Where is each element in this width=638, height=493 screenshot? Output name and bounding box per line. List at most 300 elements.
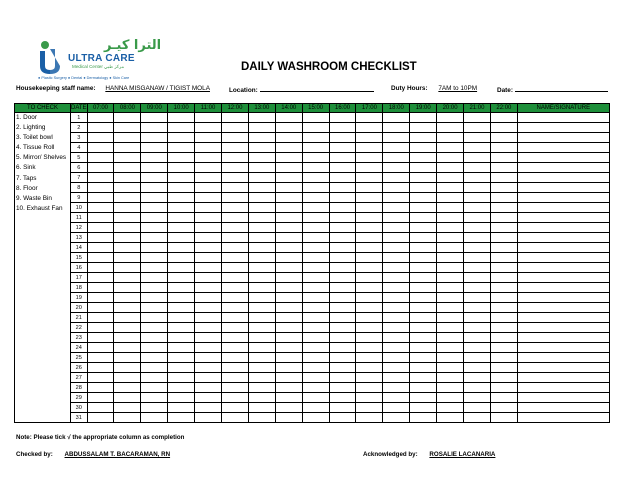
check-cell[interactable] [437, 143, 464, 153]
check-cell[interactable] [464, 363, 491, 373]
check-cell[interactable] [87, 333, 114, 343]
check-cell[interactable] [464, 153, 491, 163]
check-cell[interactable] [248, 413, 275, 423]
check-cell[interactable] [490, 173, 517, 183]
check-cell[interactable] [141, 243, 168, 253]
check-cell[interactable] [383, 193, 410, 203]
check-cell[interactable] [464, 133, 491, 143]
check-cell[interactable] [114, 273, 141, 283]
check-cell[interactable] [195, 283, 222, 293]
check-cell[interactable] [464, 143, 491, 153]
check-cell[interactable] [248, 143, 275, 153]
check-cell[interactable] [195, 123, 222, 133]
check-cell[interactable] [490, 213, 517, 223]
check-cell[interactable] [356, 223, 383, 233]
check-cell[interactable] [410, 183, 437, 193]
check-cell[interactable] [168, 133, 195, 143]
check-cell[interactable] [490, 233, 517, 243]
check-cell[interactable] [114, 163, 141, 173]
check-cell[interactable] [410, 373, 437, 383]
check-cell[interactable] [383, 393, 410, 403]
signature-cell[interactable] [517, 193, 609, 203]
signature-cell[interactable] [517, 223, 609, 233]
check-cell[interactable] [410, 263, 437, 273]
check-cell[interactable] [437, 123, 464, 133]
acknowledged-by-value[interactable]: ROSALIE LACANARIA [429, 451, 496, 458]
check-cell[interactable] [410, 163, 437, 173]
check-cell[interactable] [168, 193, 195, 203]
check-cell[interactable] [437, 253, 464, 263]
check-cell[interactable] [195, 343, 222, 353]
check-cell[interactable] [114, 213, 141, 223]
check-cell[interactable] [356, 233, 383, 243]
check-cell[interactable] [114, 413, 141, 423]
check-cell[interactable] [302, 313, 329, 323]
check-cell[interactable] [490, 393, 517, 403]
check-cell[interactable] [168, 223, 195, 233]
check-cell[interactable] [437, 373, 464, 383]
check-cell[interactable] [222, 173, 249, 183]
check-cell[interactable] [195, 303, 222, 313]
check-cell[interactable] [410, 243, 437, 253]
check-cell[interactable] [275, 333, 302, 343]
check-cell[interactable] [383, 153, 410, 163]
check-cell[interactable] [356, 353, 383, 363]
check-cell[interactable] [195, 193, 222, 203]
check-cell[interactable] [114, 173, 141, 183]
check-cell[interactable] [329, 123, 356, 133]
check-cell[interactable] [490, 183, 517, 193]
check-cell[interactable] [222, 143, 249, 153]
check-cell[interactable] [248, 113, 275, 123]
check-cell[interactable] [329, 113, 356, 123]
check-cell[interactable] [222, 253, 249, 263]
check-cell[interactable] [383, 253, 410, 263]
check-cell[interactable] [114, 293, 141, 303]
check-cell[interactable] [168, 253, 195, 263]
check-cell[interactable] [87, 123, 114, 133]
check-cell[interactable] [383, 273, 410, 283]
check-cell[interactable] [302, 283, 329, 293]
check-cell[interactable] [329, 303, 356, 313]
check-cell[interactable] [490, 373, 517, 383]
check-cell[interactable] [383, 243, 410, 253]
check-cell[interactable] [195, 413, 222, 423]
check-cell[interactable] [168, 243, 195, 253]
check-cell[interactable] [464, 403, 491, 413]
check-cell[interactable] [114, 233, 141, 243]
check-cell[interactable] [248, 283, 275, 293]
check-cell[interactable] [356, 313, 383, 323]
check-cell[interactable] [222, 133, 249, 143]
check-cell[interactable] [168, 353, 195, 363]
check-cell[interactable] [195, 313, 222, 323]
check-cell[interactable] [410, 213, 437, 223]
check-cell[interactable] [383, 363, 410, 373]
signature-cell[interactable] [517, 203, 609, 213]
check-cell[interactable] [275, 403, 302, 413]
check-cell[interactable] [437, 333, 464, 343]
signature-cell[interactable] [517, 183, 609, 193]
check-cell[interactable] [275, 113, 302, 123]
check-cell[interactable] [168, 213, 195, 223]
date-input-line[interactable] [515, 85, 608, 92]
check-cell[interactable] [383, 343, 410, 353]
check-cell[interactable] [383, 353, 410, 363]
check-cell[interactable] [87, 253, 114, 263]
check-cell[interactable] [275, 323, 302, 333]
check-cell[interactable] [248, 313, 275, 323]
check-cell[interactable] [87, 413, 114, 423]
check-cell[interactable] [490, 283, 517, 293]
check-cell[interactable] [490, 293, 517, 303]
check-cell[interactable] [437, 263, 464, 273]
check-cell[interactable] [464, 273, 491, 283]
check-cell[interactable] [87, 193, 114, 203]
check-cell[interactable] [275, 383, 302, 393]
check-cell[interactable] [302, 193, 329, 203]
check-cell[interactable] [114, 313, 141, 323]
check-cell[interactable] [168, 333, 195, 343]
check-cell[interactable] [356, 293, 383, 303]
check-cell[interactable] [168, 413, 195, 423]
check-cell[interactable] [141, 163, 168, 173]
check-cell[interactable] [275, 153, 302, 163]
check-cell[interactable] [410, 123, 437, 133]
check-cell[interactable] [114, 143, 141, 153]
signature-cell[interactable] [517, 353, 609, 363]
check-cell[interactable] [410, 133, 437, 143]
check-cell[interactable] [114, 353, 141, 363]
check-cell[interactable] [302, 343, 329, 353]
check-cell[interactable] [195, 153, 222, 163]
check-cell[interactable] [87, 113, 114, 123]
check-cell[interactable] [437, 363, 464, 373]
check-cell[interactable] [383, 213, 410, 223]
check-cell[interactable] [490, 353, 517, 363]
check-cell[interactable] [383, 413, 410, 423]
check-cell[interactable] [195, 373, 222, 383]
check-cell[interactable] [195, 243, 222, 253]
check-cell[interactable] [464, 113, 491, 123]
check-cell[interactable] [383, 183, 410, 193]
check-cell[interactable] [410, 413, 437, 423]
check-cell[interactable] [87, 263, 114, 273]
check-cell[interactable] [248, 303, 275, 313]
check-cell[interactable] [410, 193, 437, 203]
check-cell[interactable] [356, 123, 383, 133]
check-cell[interactable] [141, 333, 168, 343]
check-cell[interactable] [141, 393, 168, 403]
check-cell[interactable] [464, 213, 491, 223]
check-cell[interactable] [195, 253, 222, 263]
check-cell[interactable] [87, 143, 114, 153]
check-cell[interactable] [248, 233, 275, 243]
check-cell[interactable] [356, 273, 383, 283]
check-cell[interactable] [410, 223, 437, 233]
check-cell[interactable] [383, 333, 410, 343]
check-cell[interactable] [437, 213, 464, 223]
check-cell[interactable] [248, 273, 275, 283]
check-cell[interactable] [222, 223, 249, 233]
check-cell[interactable] [490, 203, 517, 213]
check-cell[interactable] [302, 163, 329, 173]
check-cell[interactable] [356, 253, 383, 263]
check-cell[interactable] [275, 293, 302, 303]
check-cell[interactable] [464, 193, 491, 203]
check-cell[interactable] [222, 393, 249, 403]
check-cell[interactable] [141, 353, 168, 363]
check-cell[interactable] [87, 203, 114, 213]
check-cell[interactable] [356, 243, 383, 253]
check-cell[interactable] [329, 313, 356, 323]
check-cell[interactable] [329, 383, 356, 393]
check-cell[interactable] [222, 243, 249, 253]
check-cell[interactable] [329, 373, 356, 383]
check-cell[interactable] [87, 373, 114, 383]
check-cell[interactable] [141, 183, 168, 193]
check-cell[interactable] [248, 193, 275, 203]
check-cell[interactable] [141, 383, 168, 393]
check-cell[interactable] [222, 283, 249, 293]
check-cell[interactable] [195, 203, 222, 213]
check-cell[interactable] [141, 113, 168, 123]
check-cell[interactable] [302, 333, 329, 343]
check-cell[interactable] [195, 223, 222, 233]
check-cell[interactable] [275, 203, 302, 213]
check-cell[interactable] [222, 353, 249, 363]
check-cell[interactable] [222, 113, 249, 123]
check-cell[interactable] [437, 393, 464, 403]
check-cell[interactable] [490, 123, 517, 133]
check-cell[interactable] [141, 363, 168, 373]
check-cell[interactable] [464, 173, 491, 183]
check-cell[interactable] [302, 403, 329, 413]
check-cell[interactable] [356, 333, 383, 343]
check-cell[interactable] [195, 233, 222, 243]
check-cell[interactable] [275, 123, 302, 133]
check-cell[interactable] [490, 143, 517, 153]
check-cell[interactable] [275, 303, 302, 313]
check-cell[interactable] [248, 343, 275, 353]
check-cell[interactable] [222, 333, 249, 343]
check-cell[interactable] [114, 383, 141, 393]
check-cell[interactable] [114, 343, 141, 353]
check-cell[interactable] [275, 133, 302, 143]
check-cell[interactable] [437, 413, 464, 423]
check-cell[interactable] [464, 233, 491, 243]
check-cell[interactable] [87, 133, 114, 143]
check-cell[interactable] [141, 403, 168, 413]
check-cell[interactable] [464, 333, 491, 343]
check-cell[interactable] [356, 173, 383, 183]
check-cell[interactable] [195, 183, 222, 193]
check-cell[interactable] [114, 113, 141, 123]
check-cell[interactable] [356, 183, 383, 193]
check-cell[interactable] [222, 233, 249, 243]
check-cell[interactable] [275, 213, 302, 223]
check-cell[interactable] [464, 323, 491, 333]
check-cell[interactable] [356, 283, 383, 293]
check-cell[interactable] [222, 363, 249, 373]
check-cell[interactable] [437, 403, 464, 413]
check-cell[interactable] [356, 133, 383, 143]
signature-cell[interactable] [517, 243, 609, 253]
check-cell[interactable] [437, 343, 464, 353]
check-cell[interactable] [275, 283, 302, 293]
check-cell[interactable] [248, 243, 275, 253]
check-cell[interactable] [383, 373, 410, 383]
check-cell[interactable] [87, 303, 114, 313]
check-cell[interactable] [329, 413, 356, 423]
check-cell[interactable] [383, 383, 410, 393]
check-cell[interactable] [329, 333, 356, 343]
signature-cell[interactable] [517, 393, 609, 403]
check-cell[interactable] [248, 353, 275, 363]
check-cell[interactable] [248, 323, 275, 333]
check-cell[interactable] [168, 323, 195, 333]
check-cell[interactable] [275, 273, 302, 283]
check-cell[interactable] [87, 283, 114, 293]
check-cell[interactable] [302, 153, 329, 163]
check-cell[interactable] [410, 273, 437, 283]
check-cell[interactable] [383, 173, 410, 183]
check-cell[interactable] [222, 193, 249, 203]
check-cell[interactable] [222, 273, 249, 283]
check-cell[interactable] [329, 283, 356, 293]
check-cell[interactable] [248, 293, 275, 303]
check-cell[interactable] [275, 373, 302, 383]
check-cell[interactable] [410, 143, 437, 153]
check-cell[interactable] [168, 273, 195, 283]
check-cell[interactable] [141, 233, 168, 243]
signature-cell[interactable] [517, 143, 609, 153]
check-cell[interactable] [87, 353, 114, 363]
check-cell[interactable] [168, 343, 195, 353]
check-cell[interactable] [302, 233, 329, 243]
check-cell[interactable] [87, 343, 114, 353]
check-cell[interactable] [275, 343, 302, 353]
check-cell[interactable] [302, 263, 329, 273]
location-input-line[interactable] [260, 85, 374, 92]
check-cell[interactable] [329, 213, 356, 223]
check-cell[interactable] [437, 193, 464, 203]
signature-cell[interactable] [517, 333, 609, 343]
signature-cell[interactable] [517, 363, 609, 373]
check-cell[interactable] [356, 163, 383, 173]
check-cell[interactable] [302, 303, 329, 313]
check-cell[interactable] [329, 363, 356, 373]
check-cell[interactable] [329, 343, 356, 353]
check-cell[interactable] [302, 293, 329, 303]
check-cell[interactable] [302, 273, 329, 283]
check-cell[interactable] [114, 333, 141, 343]
check-cell[interactable] [356, 363, 383, 373]
check-cell[interactable] [356, 403, 383, 413]
check-cell[interactable] [329, 193, 356, 203]
check-cell[interactable] [275, 313, 302, 323]
check-cell[interactable] [302, 243, 329, 253]
check-cell[interactable] [490, 383, 517, 393]
check-cell[interactable] [195, 293, 222, 303]
check-cell[interactable] [356, 193, 383, 203]
check-cell[interactable] [437, 313, 464, 323]
check-cell[interactable] [302, 203, 329, 213]
check-cell[interactable] [464, 373, 491, 383]
check-cell[interactable] [329, 263, 356, 273]
check-cell[interactable] [490, 343, 517, 353]
check-cell[interactable] [222, 213, 249, 223]
check-cell[interactable] [222, 203, 249, 213]
check-cell[interactable] [141, 293, 168, 303]
check-cell[interactable] [275, 193, 302, 203]
check-cell[interactable] [195, 323, 222, 333]
check-cell[interactable] [168, 153, 195, 163]
check-cell[interactable] [329, 273, 356, 283]
check-cell[interactable] [168, 373, 195, 383]
check-cell[interactable] [87, 393, 114, 403]
check-cell[interactable] [222, 163, 249, 173]
check-cell[interactable] [87, 213, 114, 223]
check-cell[interactable] [248, 393, 275, 403]
check-cell[interactable] [275, 223, 302, 233]
check-cell[interactable] [464, 263, 491, 273]
check-cell[interactable] [248, 383, 275, 393]
check-cell[interactable] [437, 233, 464, 243]
signature-cell[interactable] [517, 233, 609, 243]
check-cell[interactable] [410, 353, 437, 363]
check-cell[interactable] [114, 323, 141, 333]
check-cell[interactable] [275, 263, 302, 273]
check-cell[interactable] [410, 153, 437, 163]
check-cell[interactable] [87, 293, 114, 303]
check-cell[interactable] [383, 143, 410, 153]
check-cell[interactable] [114, 133, 141, 143]
check-cell[interactable] [329, 323, 356, 333]
check-cell[interactable] [248, 333, 275, 343]
check-cell[interactable] [464, 243, 491, 253]
check-cell[interactable] [248, 183, 275, 193]
check-cell[interactable] [329, 183, 356, 193]
signature-cell[interactable] [517, 273, 609, 283]
signature-cell[interactable] [517, 213, 609, 223]
check-cell[interactable] [248, 133, 275, 143]
check-cell[interactable] [410, 203, 437, 213]
signature-cell[interactable] [517, 323, 609, 333]
check-cell[interactable] [410, 293, 437, 303]
check-cell[interactable] [195, 333, 222, 343]
duty-hours-value[interactable]: 7AM to 10PM [438, 85, 478, 92]
check-cell[interactable] [275, 173, 302, 183]
check-cell[interactable] [437, 203, 464, 213]
check-cell[interactable] [329, 253, 356, 263]
check-cell[interactable] [490, 133, 517, 143]
check-cell[interactable] [410, 363, 437, 373]
check-cell[interactable] [168, 263, 195, 273]
check-cell[interactable] [410, 403, 437, 413]
check-cell[interactable] [275, 183, 302, 193]
check-cell[interactable] [195, 363, 222, 373]
check-cell[interactable] [490, 303, 517, 313]
check-cell[interactable] [437, 173, 464, 183]
check-cell[interactable] [248, 253, 275, 263]
check-cell[interactable] [437, 183, 464, 193]
check-cell[interactable] [329, 233, 356, 243]
check-cell[interactable] [275, 163, 302, 173]
check-cell[interactable] [222, 373, 249, 383]
check-cell[interactable] [302, 323, 329, 333]
check-cell[interactable] [437, 283, 464, 293]
